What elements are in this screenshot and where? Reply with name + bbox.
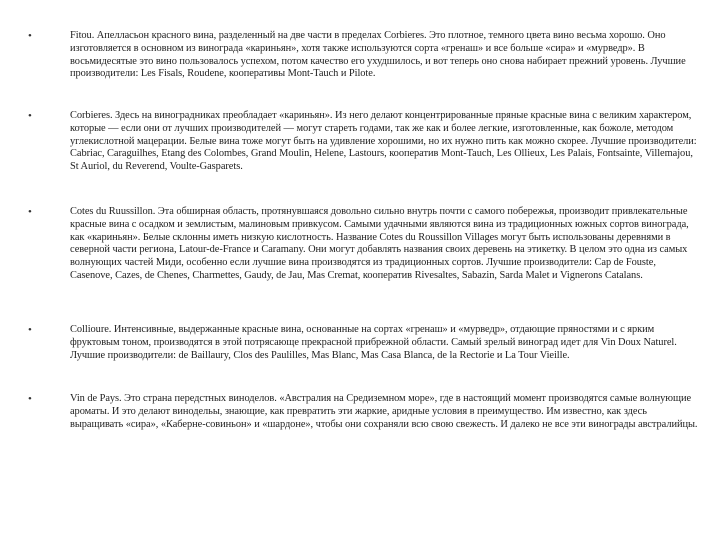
bullet-marker: • <box>28 110 32 122</box>
paragraph-fitou: Fitou. Апелласьон красного вина, разделенный на две части в пределах Corbieres. Это плотное, темного цвета вино весьма хорошо. Оно изготовляется в основном из винограда «кариньян», хотя также используются сорта «гренаш» и все больше «сира» и «мурведр». В восьмидесятые это вино пользовалось успехом, потом качество его ухудшилось, и вот теперь оно снова набирает прежний уровень. Лучшие производители: Les Fisals, Roudene, кооперативы Mont-Tauch и Pilote. <box>70 30 686 80</box>
paragraph-corbieres: Corbieres. Здесь на виноградниках преобладает «кариньян». Из него делают концентрированные пряные красные вина с великим характером, которые — если они от лучших производителей — могут стареть годами, так же как и более легкие, изготовленные, как божоле, методом углекислотной мацерации. Белые вина тоже могут быть на удивление хорошими, но их нужно пить как можно скорее. Лучшие производители: Cabriac, Caraguilhes, Etang des Colombes, Grand Moulin, Helene, Lastours, кооператив Mont-Tauch, Les Ollieux, Les Palais, Fontsainte, Villemajou, St Auriol, du Reverend, Voulte-Gasparets. <box>70 110 697 173</box>
paragraph-cotes-du-roussillon: Cotes du Ruussillon. Эта обширная область, протянувшаяся довольно сильно внутрь почти с самого побережья, производит привлекательные красные вина с осадком и землистым, малиновым привкусом. Самыми удачными являются вина из традиционных южных сортов винограда, как «кариньян». Белые склонны иметь низкую кислотность. Название Cotes du Roussillon Villages могут быть использованы деревнями в северной части региона, Latour-de-France и Caramany. Они могут добавлять названия своих деревень на этикетку. В целом это одна из самых волнующих частей Миди, особенно если лучшие вина производятся из традиционных сортов. Лучшие производители: Cap de Fouste, Casenove, Cazes, de Chenes, Charmettes, Gaudy, de Jau, Mas Cremat, кооператив Rivesaltes, Sabazin, Sarda Malet и Vignerons Catalans. <box>70 206 689 281</box>
bullet-marker: • <box>28 324 32 336</box>
bullet-marker: • <box>28 393 32 405</box>
paragraph-vin-de-pays: Vin de Pays. Это страна передстных виноделов. «Австралия на Средиземном море», где в настоящий момент производятся самые волнующие ароматы. И это делают винодельы, знающие, как превратить эти жаркие, аридные условия в преимущество. Им известно, как здесь выращивать «сира», «Каберне-совиньон» и «шардоне», чтобы они сохраняли всю свою свежесть. И далеко не все эти винограды австралийцы. <box>70 393 698 430</box>
bullet-marker: • <box>28 206 32 218</box>
paragraph-collioure: Collioure. Интенсивные, выдержанные красные вина, основанные на сортах «гренаш» и «мурведр», отдающие пряностями и с ярким фруктовым тоном, производятся в этой потрясающе прекрасной прибрежной области. Самый зрелый виноград идет для Vin Doux Naturel. Лучшие производители: de Baillaury, Clos des Paulilles, Mas Blanc, Mas Casa Blanca, de la Rectorie и La Tour Vieille. <box>70 324 677 361</box>
bullet-marker: • <box>28 30 32 42</box>
